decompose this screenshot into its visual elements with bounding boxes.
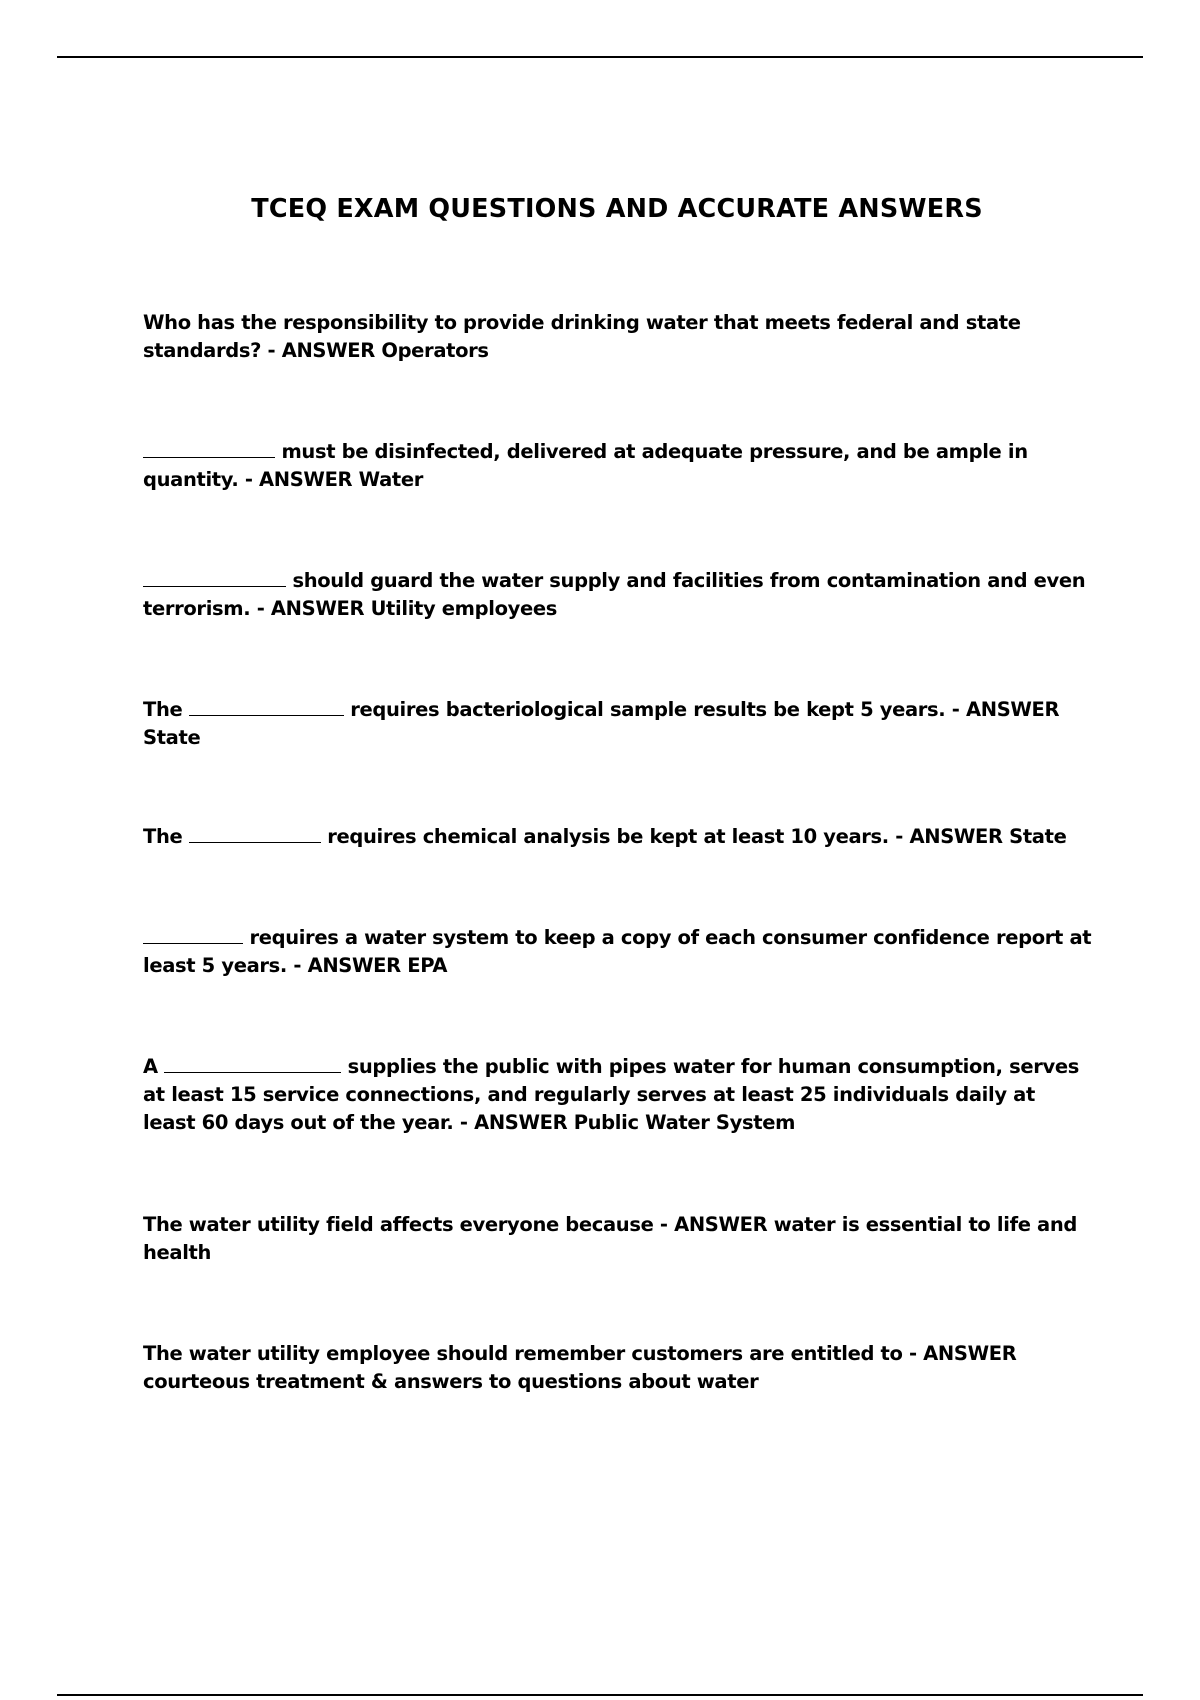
qa-text: supplies the public with pipes water for human consumption, serves at least 15 service connections, and regularly serves at least 25 individuals daily at least 60 days out of the year. - ANSWER Public Water System	[143, 1055, 1079, 1134]
qa-item-7	[143, 1053, 1093, 1137]
qa-item-6	[143, 924, 1093, 980]
qa-prefix: The	[143, 698, 189, 721]
qa-text: requires a water system to keep a copy of each consumer confidence report at least 5 years. - ANSWER EPA	[143, 926, 1092, 977]
top-rule	[57, 56, 1143, 58]
answer-blank	[143, 568, 286, 587]
qa-text: Who has the responsibility to provide drinking water that meets federal and state standards? - ANSWER Operators	[143, 311, 1021, 362]
bottom-rule	[57, 1694, 1143, 1696]
qa-text: The water utility field affects everyone because - ANSWER water is essential to life and health	[143, 1213, 1077, 1264]
qa-item-9	[143, 1340, 1093, 1396]
document-title: TCEQ EXAM QUESTIONS AND ACCURATE ANSWERS	[251, 194, 983, 224]
qa-text: requires bacteriological sample results be kept 5 years. - ANSWER State	[143, 698, 1060, 749]
qa-item-2	[143, 438, 1093, 494]
answer-blank	[143, 925, 243, 944]
answer-blank	[189, 824, 321, 843]
qa-prefix: A	[143, 1055, 165, 1078]
answer-blank	[164, 1054, 341, 1073]
qa-item-5	[143, 823, 1093, 851]
answer-blank	[189, 697, 344, 716]
qa-prefix: The	[143, 825, 189, 848]
qa-text: The water utility employee should remember customers are entitled to - ANSWER courteous treatment & answers to questions about water	[143, 1342, 1017, 1393]
qa-item-8	[143, 1211, 1093, 1267]
qa-item-1	[143, 309, 1093, 365]
qa-text: requires chemical analysis be kept at least 10 years. - ANSWER State	[320, 825, 1067, 848]
answer-blank	[143, 439, 275, 458]
qa-item-3	[143, 567, 1093, 623]
qa-text: should guard the water supply and facilities from contamination and even terrorism. - ANSWER Utility employees	[143, 569, 1086, 620]
qa-item-4	[143, 696, 1093, 752]
qa-text: must be disinfected, delivered at adequate pressure, and be ample in quantity. - ANSWER Water	[143, 440, 1028, 491]
